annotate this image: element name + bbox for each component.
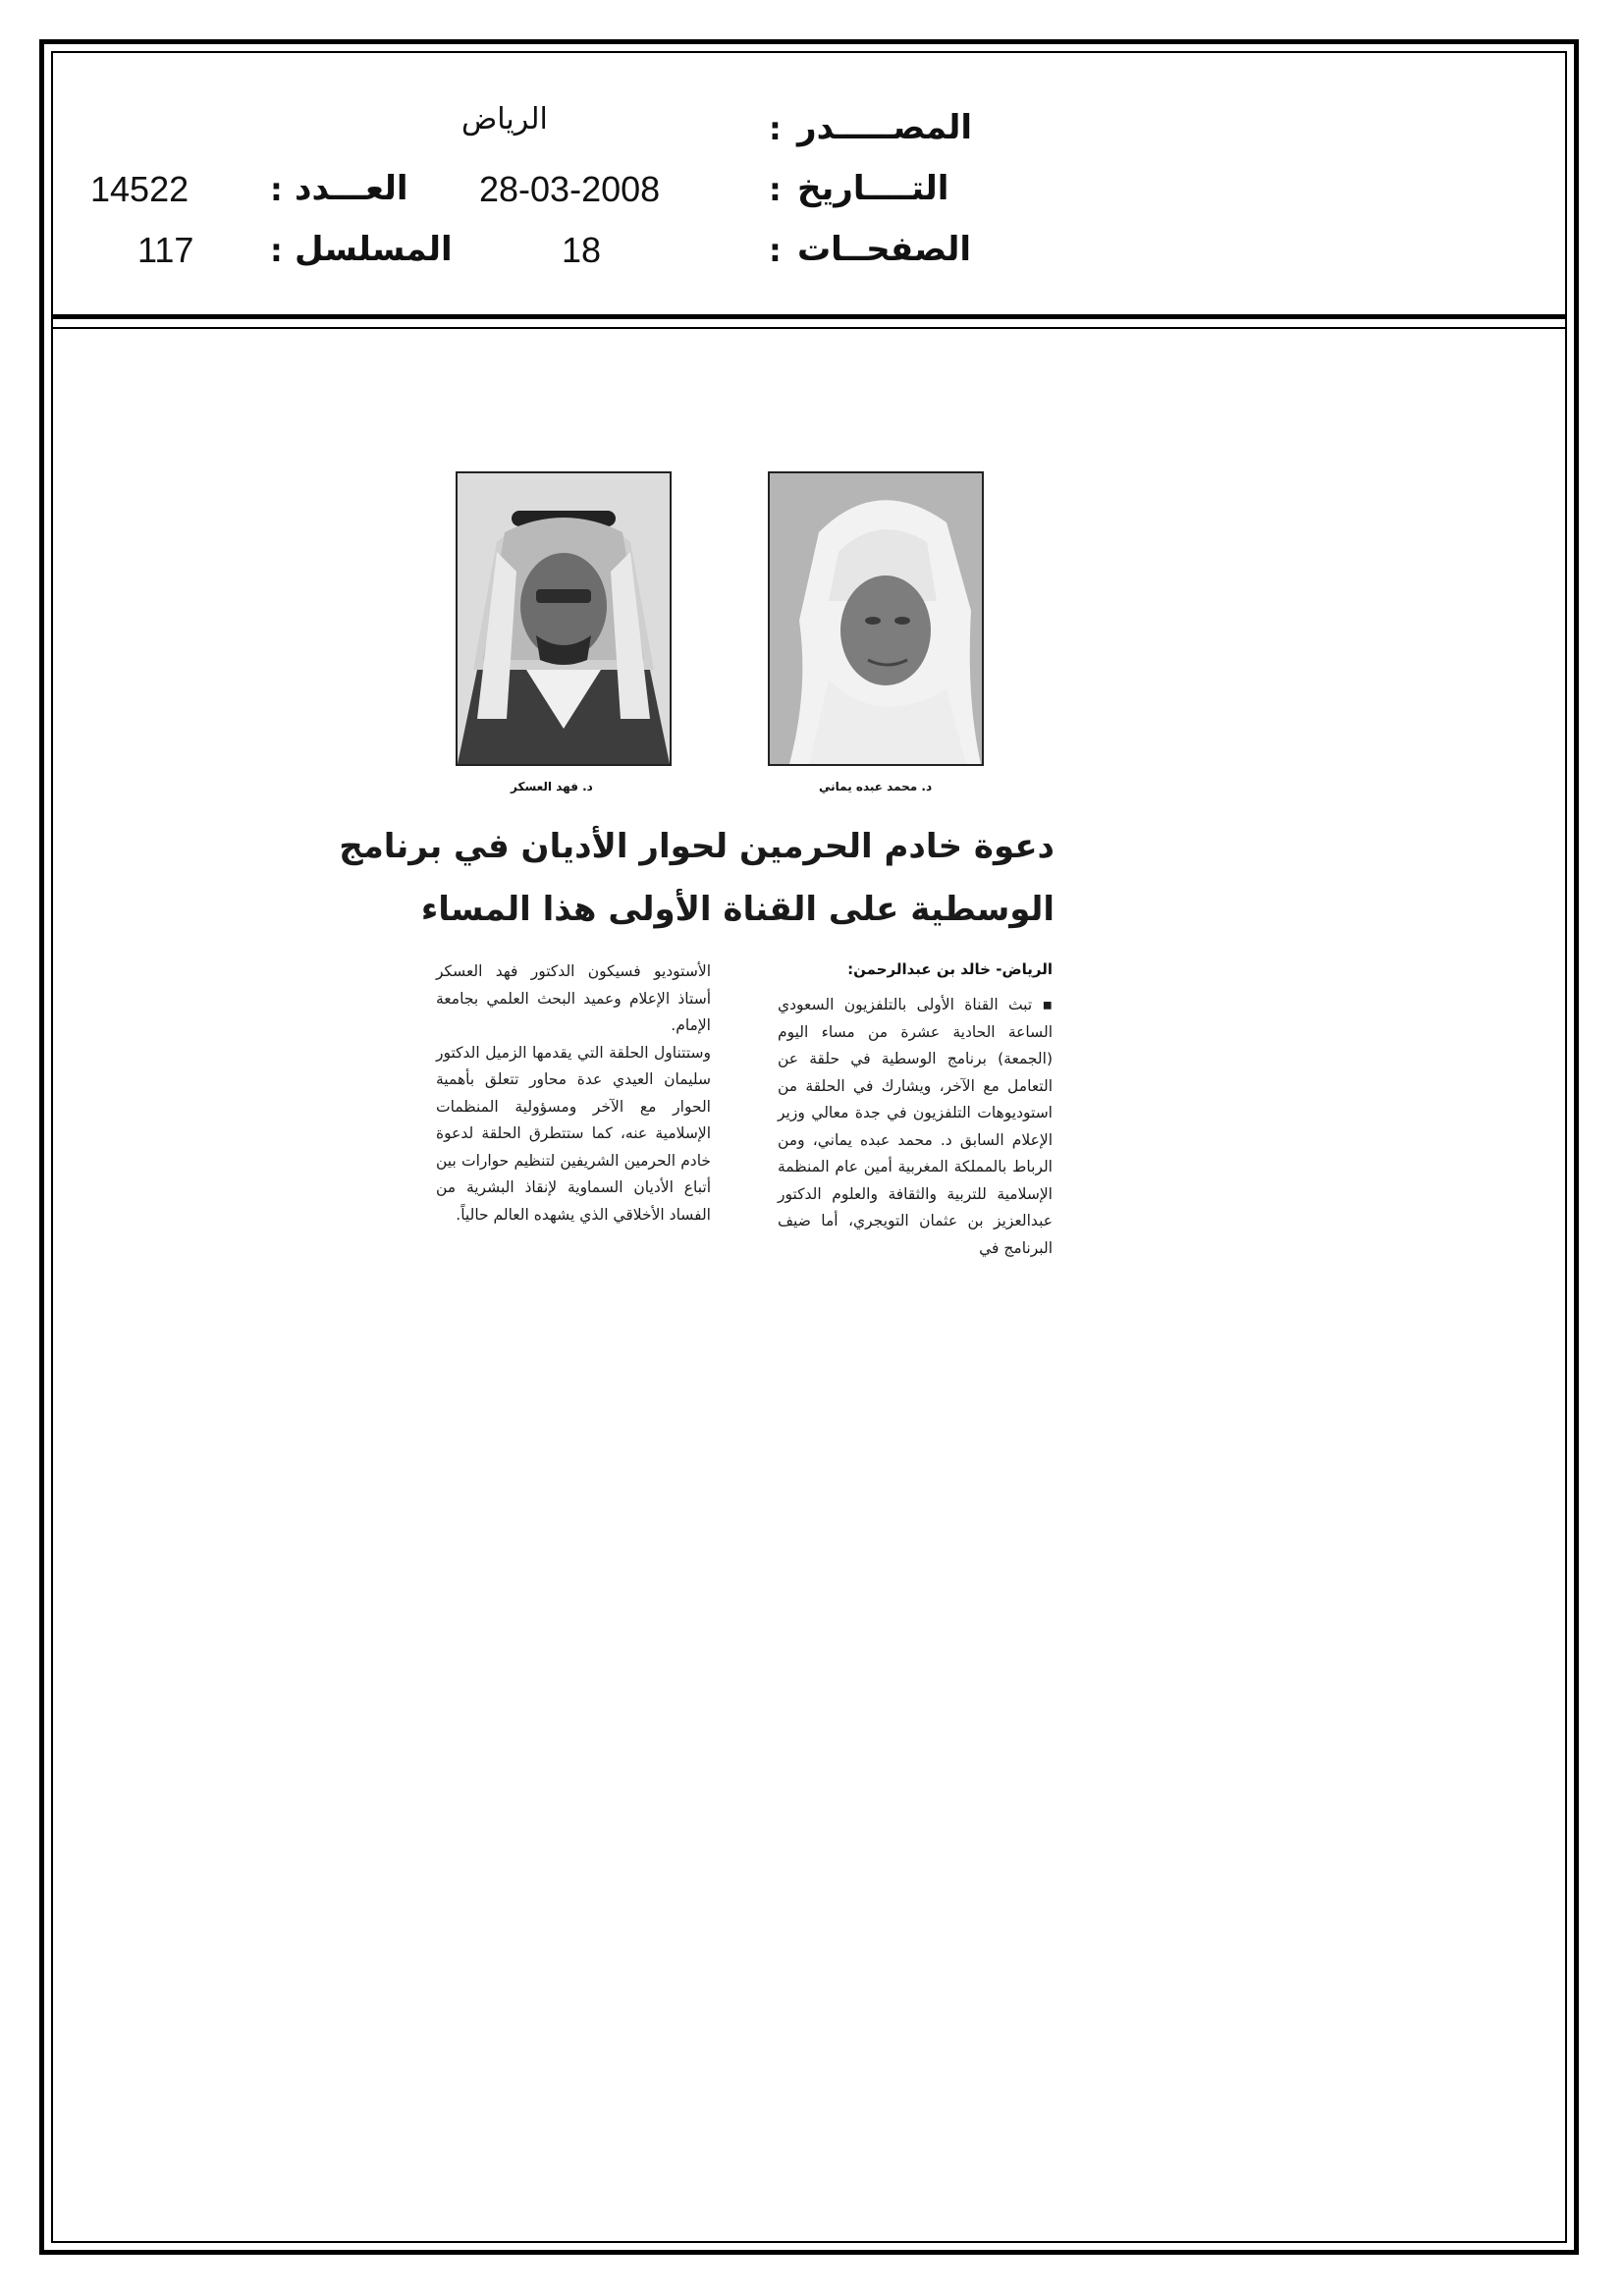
header-divider-thin (51, 327, 1567, 329)
issue-value: 14522 (90, 169, 189, 209)
date-label: التــــاريخ (797, 169, 949, 208)
headline-line-2: الوسطية على القناة الأولى هذا المساء (420, 890, 1055, 929)
column-left-paragraph-1: الأستوديو فسيكون الدكتور فهد العسكر أستاذ الإعلام وعميد البحث العلمي بجامعة الإمام. (436, 962, 711, 1034)
photo-yamani (768, 471, 984, 766)
byline: الرياض- خالد بن عبدالرحمن: (847, 960, 1053, 978)
column-right-text: ▪ تبث القناة الأولى بالتلفزيون السعودي الساعة الحادية عشرة من مساء اليوم (الجمعة) برنامج الوسطية في حلقة عن التعامل مع الآخر، ويشارك في الحلقة من استوديوهات التلفزيون في جدة معالي وزير الإعلام السابق د. محمد عبده يماني، ومن الرباط بالمملكة المغربية أمين عام المنظمة الإسلامية للتربية والثقافة والعلوم الدكتور عبدالعزيز بن عثمان التويجري، أما ضيف البرنامج في (778, 996, 1053, 1257)
photo-askar (456, 471, 672, 766)
serial-value: 117 (137, 230, 194, 270)
serial-colon: : (270, 232, 283, 269)
headline-line-1: دعوة خادم الحرمين لحوار الأديان في برنامج (339, 827, 1055, 866)
source-value: الرياض (461, 102, 548, 137)
serial-label: المسلسل (295, 230, 453, 269)
issue-label: العـــدد (295, 169, 408, 208)
header-divider (51, 314, 1567, 319)
portrait-askar-image (458, 473, 670, 764)
pages-value: 18 (562, 230, 602, 270)
column-left-paragraph-2: وستتناول الحلقة التي يقدمها الزميل الدكتور سليمان العيدي عدة محاور تتعلق بأهمية الحوار مع الآخر ومسؤولية المنظمات الإسلامية عنه، كما ستتطرق الحلقة لدعوة خادم الحرمين الشريفين لتنظيم حوارات بين أتباع الأديان السماوية لإنقاذ البشرية من الفساد الأخلاقي الذي يشهده العالم حالياً. (436, 1043, 711, 1224)
caption-askar: د. فهد العسكر (511, 780, 593, 793)
source-label: المصـــــدر (797, 108, 973, 147)
pages-label: الصفحــات (797, 230, 972, 269)
article-column-left (436, 958, 711, 1229)
issue-colon: : (270, 171, 283, 208)
date-value: 28-03-2008 (479, 169, 661, 209)
date-colon: : (769, 171, 782, 208)
source-colon: : (769, 110, 782, 147)
portrait-yamani-image (770, 473, 982, 764)
pages-colon: : (769, 232, 782, 269)
newspaper-clipping (339, 462, 1064, 1404)
caption-yamani: د. محمد عبده يماني (819, 780, 933, 793)
article-column-right (778, 992, 1053, 1262)
